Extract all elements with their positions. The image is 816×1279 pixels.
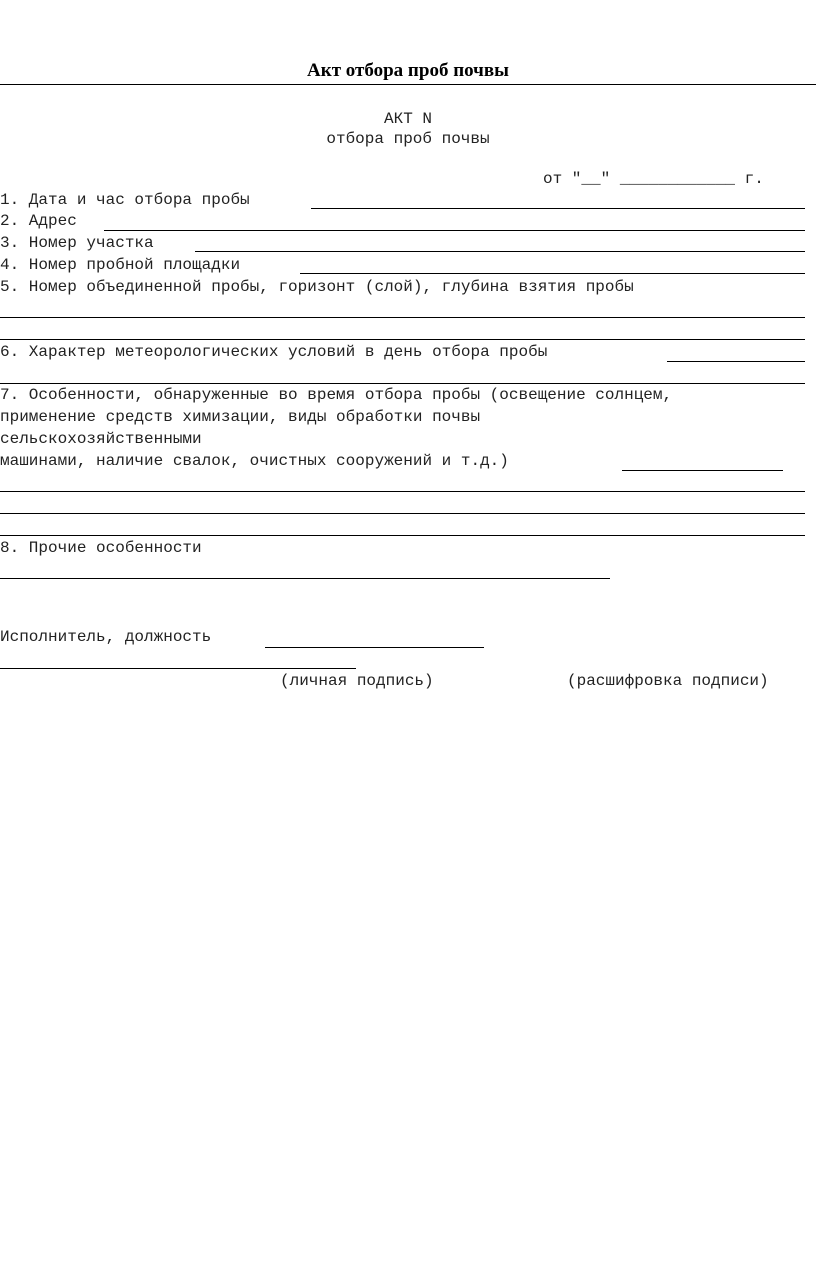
executor-position-line[interactable] <box>265 647 484 648</box>
field-features-line-4[interactable] <box>0 535 805 536</box>
document-title: Акт отбора проб почвы <box>307 60 509 81</box>
field-features-label-line-2: применение средств химизации, виды обработки почвы <box>0 408 481 426</box>
signature-label: (личная подпись) <box>280 672 434 690</box>
executor-name-line[interactable] <box>0 668 356 669</box>
act-subtitle: отбора проб почвы <box>326 130 490 148</box>
field-features-label-line-1: 7. Особенности, обнаруженные во время отбора пробы (освещение солнцем, <box>0 386 673 404</box>
field-plot-number-line[interactable] <box>195 251 805 252</box>
field-address-line[interactable] <box>104 230 805 231</box>
signature-decode-label: (расшифровка подписи) <box>567 672 769 690</box>
field-sampling-datetime-line[interactable] <box>311 208 805 209</box>
field-features-label-line-4: машинами, наличие свалок, очистных сооружений и т.д.) <box>0 452 509 470</box>
field-plot-number-label: 3. Номер участка <box>0 234 154 252</box>
field-address-label: 2. Адрес <box>0 212 77 230</box>
field-composite-sample-line-2[interactable] <box>0 339 805 340</box>
field-features-line-3[interactable] <box>0 513 805 514</box>
field-sample-area-label: 4. Номер пробной площадки <box>0 256 241 274</box>
field-other-features-label: 8. Прочие особенности <box>0 539 202 557</box>
field-weather-line[interactable] <box>667 361 805 362</box>
title-rule <box>0 84 816 85</box>
act-date-line: от "__" ____________ г. <box>543 170 764 188</box>
field-sample-area-line[interactable] <box>300 273 805 274</box>
field-composite-sample-label: 5. Номер объединенной пробы, горизонт (слой), глубина взятия пробы <box>0 278 634 296</box>
field-features-line-2[interactable] <box>0 491 805 492</box>
executor-label: Исполнитель, должность <box>0 628 212 646</box>
act-number-label: АКТ N <box>383 110 432 128</box>
field-features-line[interactable] <box>622 470 783 471</box>
field-weather-label: 6. Характер метеорологических условий в день отбора пробы <box>0 343 548 361</box>
field-composite-sample-line-1[interactable] <box>0 317 805 318</box>
field-other-features-line[interactable] <box>0 578 610 579</box>
field-sampling-datetime-label: 1. Дата и час отбора пробы <box>0 191 250 209</box>
field-features-label-line-3: сельскохозяйственными <box>0 430 202 448</box>
